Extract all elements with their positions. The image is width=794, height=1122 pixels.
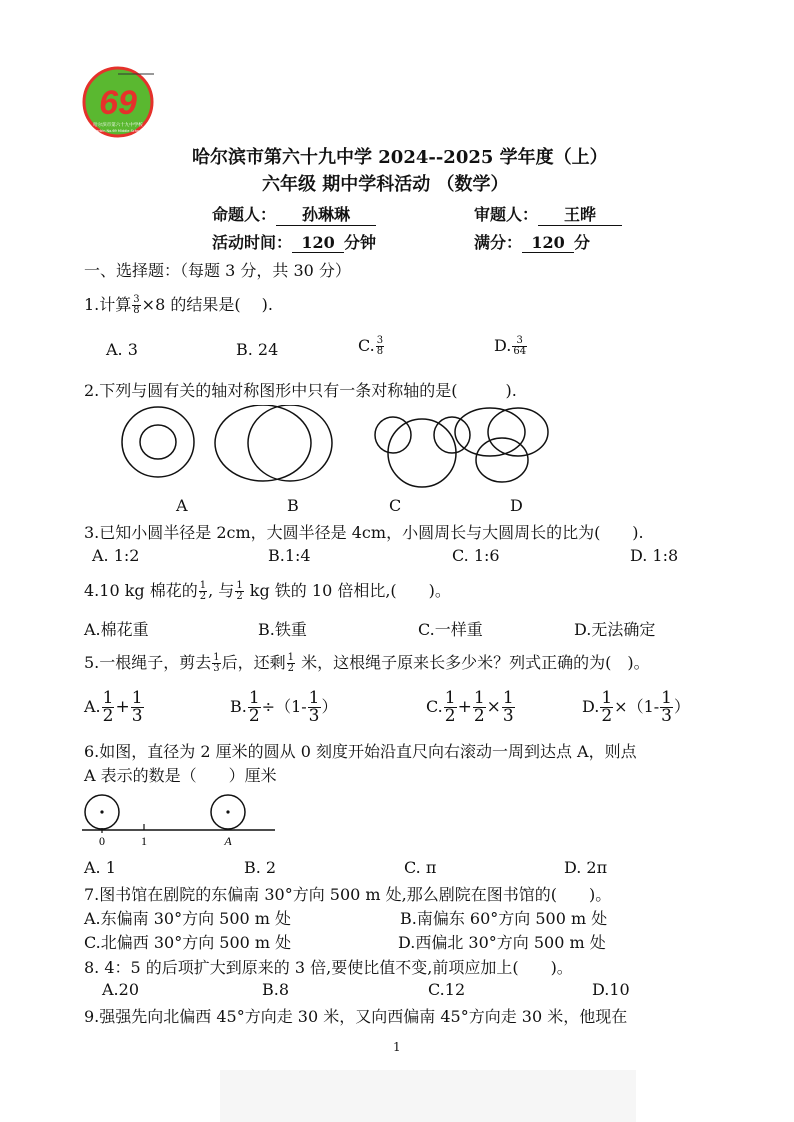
logo-number: 69	[99, 84, 137, 122]
q5-b-frac-2	[308, 690, 321, 725]
q4-fraction-2	[235, 581, 243, 602]
q5-text-1: 5.一根绳子，剪去	[84, 653, 212, 672]
q4-option-d[interactable]: D.无法确定	[574, 620, 656, 639]
q5-b-op: ÷（1-	[261, 697, 307, 716]
q3-option-b[interactable]: B.1:4	[268, 546, 311, 565]
q1-frac-den: 8	[133, 305, 140, 316]
q5-f1-num: 1	[213, 652, 220, 663]
num: 1	[473, 688, 485, 708]
q7-option-c[interactable]: C.北偏西 30°方向 500 m 处	[84, 933, 292, 952]
q1-option-d-fraction	[512, 336, 527, 357]
q8-option-a[interactable]: A.20	[102, 980, 139, 999]
q5-c-op-1: +	[457, 697, 472, 717]
q1-option-d[interactable]	[494, 336, 528, 357]
q1-option-c[interactable]	[358, 336, 385, 357]
num: 1	[102, 688, 114, 708]
tick-label-1: 1	[141, 834, 147, 848]
reviewer-line	[474, 202, 622, 226]
logo-caption-en: Harbin No.69 Middle School	[93, 129, 143, 133]
school-logo-graphic	[82, 66, 154, 138]
q5-d-frac-2	[660, 690, 673, 725]
q6-stem-line1: 6.如图，直径为 2 厘米的圆从 0 刻度开始沿直尺向右滚动一周到达点 A，则点	[84, 742, 637, 761]
q3-stem: 3.已知小圆半径是 2cm，大圆半径是 4cm，小圆周长与大圆周长的比为( ).	[84, 523, 644, 542]
q4-stem	[84, 578, 451, 602]
q1-stem	[84, 292, 273, 316]
q6-ruler-figure	[80, 790, 280, 848]
q6-stem-line2: A 表示的数是（ ）厘米	[84, 766, 277, 785]
q5-option-b[interactable]	[230, 690, 338, 725]
q8-option-c[interactable]: C.12	[428, 980, 466, 999]
q5-option-a[interactable]	[84, 690, 145, 725]
author-name: 孙琳琳	[276, 202, 376, 226]
q7-stem: 7.图书馆在剧院的东偏南 30°方向 500 m 处,那么剧院在图书馆的( )。	[84, 885, 612, 904]
exam-title: 哈尔滨市第六十九中学 2024--2025 学年度（上）	[192, 147, 608, 168]
q5-c-frac-3	[502, 690, 515, 725]
den: 2	[248, 706, 260, 726]
q4-option-b[interactable]: B.铁重	[258, 620, 307, 639]
figure-a-concentric-circles	[122, 407, 194, 477]
q1-text-pre: 1.计算	[84, 295, 132, 314]
q5-f2-den: 2	[287, 663, 295, 674]
page-number: 1	[393, 1040, 401, 1054]
num: 1	[248, 688, 260, 708]
q4-f2-den: 2	[236, 591, 243, 602]
den: 2	[601, 706, 613, 726]
q4-fraction-1	[199, 581, 207, 602]
q1-c-num: 3	[376, 335, 384, 346]
q3-option-c[interactable]: C. 1:6	[452, 546, 500, 565]
q7-option-b[interactable]: B.南偏东 60°方向 500 m 处	[400, 909, 608, 928]
q5-option-c[interactable]	[426, 690, 516, 725]
q5-b-frac-1	[248, 690, 261, 725]
den: 3	[502, 706, 514, 726]
q4-text-3: kg 铁的 10 倍相比,( )。	[244, 581, 451, 600]
reviewer-name: 王晔	[538, 202, 622, 226]
q5-d-frac-1	[600, 690, 613, 725]
time-label: 活动时间：	[212, 233, 293, 252]
q2-label-b: B	[287, 496, 299, 515]
q5-stem	[84, 650, 650, 674]
q5-a-label: A.	[84, 697, 101, 716]
q1-d-num: 3	[512, 336, 527, 347]
q4-text-2: , 与	[208, 581, 235, 600]
time-unit: 分钟	[344, 233, 377, 252]
score-value: 120	[522, 233, 574, 253]
q4-text-1: 4.10 kg 棉花的	[84, 581, 198, 600]
q4-f1-den: 2	[199, 591, 207, 602]
num: 1	[502, 688, 514, 708]
time-value: 120	[292, 233, 344, 253]
q1-option-b[interactable]: B. 24	[236, 340, 279, 359]
num: 1	[308, 688, 320, 708]
q8-option-d[interactable]: D.10	[592, 980, 630, 999]
q1-option-d-label: D.	[494, 336, 512, 355]
q5-b-label: B.	[230, 697, 247, 716]
figure-d-three-circles	[455, 408, 548, 482]
q7-option-d[interactable]: D.西偏北 30°方向 500 m 处	[398, 933, 606, 952]
score-label: 满分：	[474, 233, 523, 252]
q5-d-op: ×（1-	[614, 697, 660, 716]
logo-caption: 哈尔滨市第六十九中学校	[93, 123, 143, 128]
figure-b-overlapping-circles	[215, 405, 332, 481]
q2-label-d: D	[510, 496, 523, 515]
footer-watermark-band	[220, 1070, 636, 1122]
score-unit: 分	[574, 233, 591, 252]
q5-a-frac-2	[131, 690, 144, 725]
q5-b-close: ）	[321, 697, 338, 716]
q5-f2-num: 1	[287, 652, 295, 663]
den: 3	[131, 706, 143, 726]
q4-f1-num: 1	[199, 580, 207, 591]
q5-c-frac-1	[444, 690, 457, 725]
q1-fraction	[132, 295, 140, 316]
q5-text-2: 后，还剩	[221, 653, 286, 672]
q9-stem: 9.强强先向北偏西 45°方向走 30 米，又向西偏南 45°方向走 30 米，他现在	[84, 1007, 628, 1026]
reviewer-label: 审题人：	[474, 205, 539, 224]
q5-d-label: D.	[582, 697, 600, 716]
q1-frac-num: 3	[133, 294, 140, 305]
q1-c-den: 8	[376, 346, 384, 357]
q7-option-a[interactable]: A.东偏南 30°方向 500 m 处	[84, 909, 292, 928]
q4-f2-num: 1	[236, 580, 243, 591]
q5-c-op-2: ×	[486, 697, 501, 717]
q5-d-close: ）	[674, 697, 691, 716]
q5-a-op: +	[115, 697, 130, 717]
den: 2	[102, 706, 114, 726]
q1-option-a[interactable]: A. 3	[106, 340, 138, 359]
q6-option-d[interactable]: D. 2π	[564, 858, 608, 877]
q3-option-a[interactable]: A. 1:2	[92, 546, 140, 565]
q4-option-a[interactable]: A.棉花重	[84, 620, 149, 639]
q6-option-a[interactable]: A. 1	[84, 858, 116, 877]
q1-option-c-label: C.	[358, 336, 375, 355]
q5-text-3: 米，这根绳子原来长多少米？列式正确的为( )。	[296, 653, 650, 672]
q2-circle-figures	[110, 405, 560, 490]
num: 1	[131, 688, 143, 708]
num: 1	[444, 688, 456, 708]
q5-option-d[interactable]	[582, 690, 690, 725]
exam-subtitle: 六年级 期中学科活动 （数学）	[262, 174, 509, 195]
den: 3	[661, 706, 672, 726]
q5-a-frac-1	[102, 690, 115, 725]
den: 2	[473, 706, 485, 726]
q2-label-c: C	[389, 496, 402, 515]
q4-option-c[interactable]: C.一样重	[418, 620, 483, 639]
q1-d-den: 64	[513, 346, 527, 357]
num: 1	[661, 688, 672, 708]
school-logo	[82, 66, 154, 138]
score-line	[474, 230, 590, 253]
q5-c-label: C.	[426, 697, 443, 716]
q2-stem: 2.下列与圆有关的轴对称图形中只有一条对称轴的是( ).	[84, 381, 517, 400]
q5-f1-den: 3	[213, 663, 220, 674]
num: 1	[601, 688, 613, 708]
den: 3	[308, 706, 320, 726]
circle-end-center	[226, 810, 229, 813]
q6-option-c[interactable]: C. π	[404, 858, 437, 877]
q2-label-a: A	[176, 496, 188, 515]
q6-option-b[interactable]: B. 2	[244, 858, 277, 877]
q5-c-frac-2	[473, 690, 486, 725]
author-label: 命题人：	[212, 205, 277, 224]
q1-option-c-fraction	[376, 336, 384, 357]
tick-label-a: A	[224, 834, 232, 848]
q5-fraction-1	[212, 653, 220, 674]
q3-option-d[interactable]: D. 1:8	[630, 546, 679, 565]
den: 2	[444, 706, 456, 726]
circle-start-center	[100, 810, 103, 813]
section-title: 一、选择题：（每题 3 分，共 30 分）	[84, 261, 351, 280]
author-line	[212, 202, 376, 226]
q1-text-post: ×8 的结果是( ).	[141, 295, 273, 314]
q8-option-b[interactable]: B.8	[262, 980, 290, 999]
tick-label-0: 0	[99, 834, 105, 848]
q8-stem: 8. 4：5 的后项扩大到原来的 3 倍,要使比值不变,前项应加上( )。	[84, 958, 573, 977]
time-line	[212, 230, 376, 253]
q5-fraction-2	[287, 653, 295, 674]
